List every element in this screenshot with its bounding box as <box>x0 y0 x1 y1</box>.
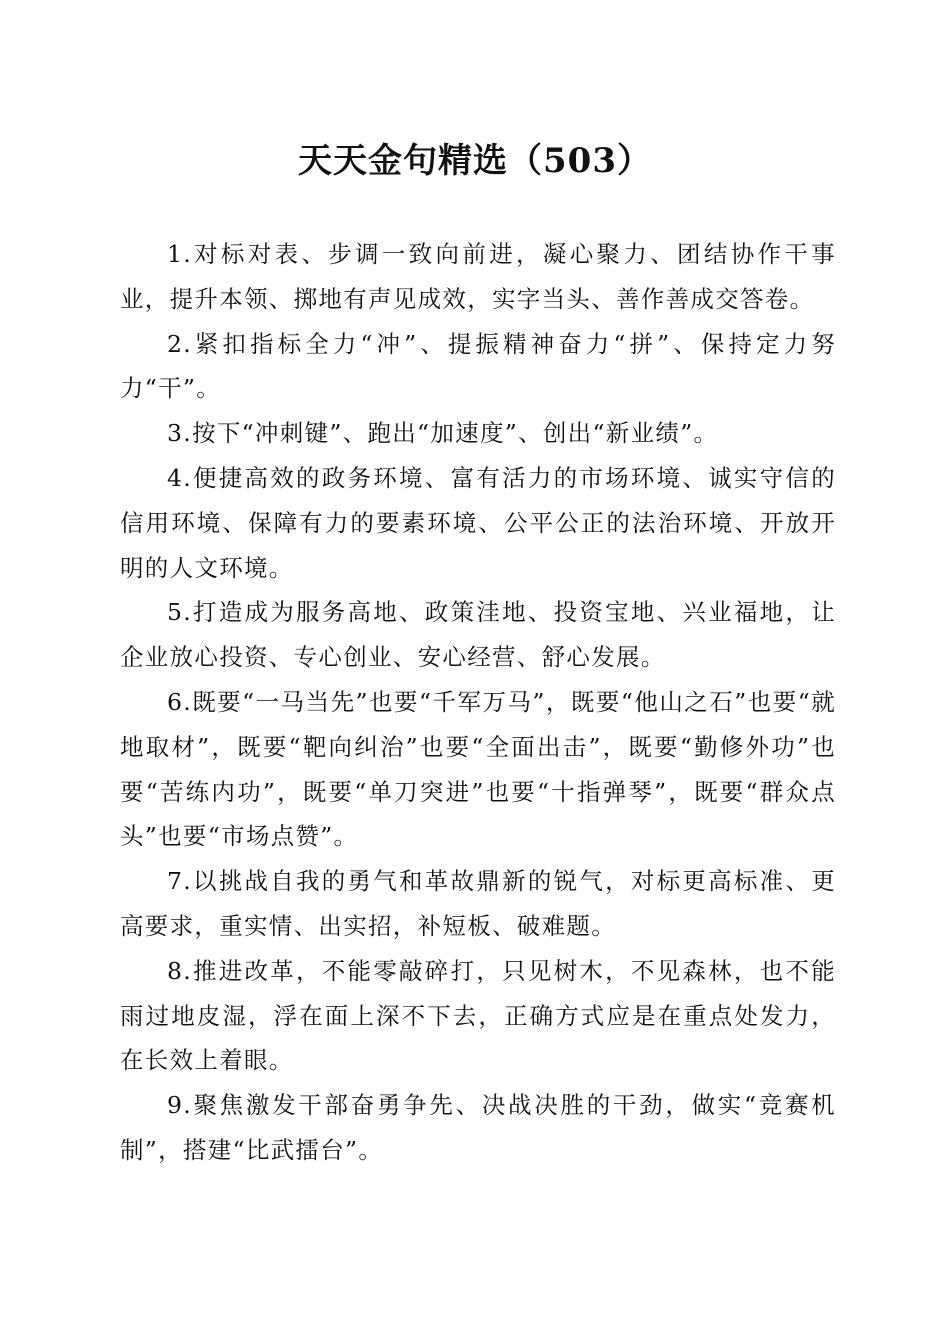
document-body <box>120 232 836 1173</box>
quote-item-3: 3.按下“冲刺键”、跑出“加速度”、创出“新业绩”。 <box>167 419 719 448</box>
quote-item-7: 7.以挑战自我的勇气和革故鼎新的锐气，对标更高标准、更高要求，重实情、出实招，补短板、破难题。 <box>120 867 836 940</box>
quote-item-1: 1.对标对表、步调一致向前进，凝心聚力、团结协作干事业，提升本领、掷地有声见成效，实字当头、善作善成交答卷。 <box>120 240 836 313</box>
quote-item-5: 5.打造成为服务高地、政策洼地、投资宝地、兴业福地，让企业放心投资、专心创业、安心经营、舒心发展。 <box>120 598 836 672</box>
quote-item-4: 4.便捷高效的政务环境、富有活力的市场环境、诚实守信的信用环境、保障有力的要素环境、公平公正的法治环境、开放开明的人文环境。 <box>120 463 836 582</box>
quote-item-6: 6.既要“一马当先”也要“千军万马”，既要“他山之石”也要“就地取材”，既要“靶向纠治”也要“全面出击”，既要“勤修外功”也要“苦练内功”，既要“单刀突进”也要“十指弹琴”，既要“群众点头”也要“市场点赞”。 <box>120 687 836 851</box>
quote-item-9: 9.聚焦激发干部奋勇争先、决战决胜的干劲，做实“竞赛机制”，搭建“比武擂台”。 <box>120 1091 836 1164</box>
document-title: 天天金句精选（503） <box>298 141 652 181</box>
quote-item-2: 2.紧扣指标全力“冲”、提振精神奋力“拼”、保持定力努力“干”。 <box>120 329 836 403</box>
quote-item-8: 8.推进改革，不能零敲碎打，只见树木，不见森林，也不能雨过地皮湿，浮在面上深不下去，正确方式应是在重点处发力，在长效上着眼。 <box>120 956 836 1075</box>
